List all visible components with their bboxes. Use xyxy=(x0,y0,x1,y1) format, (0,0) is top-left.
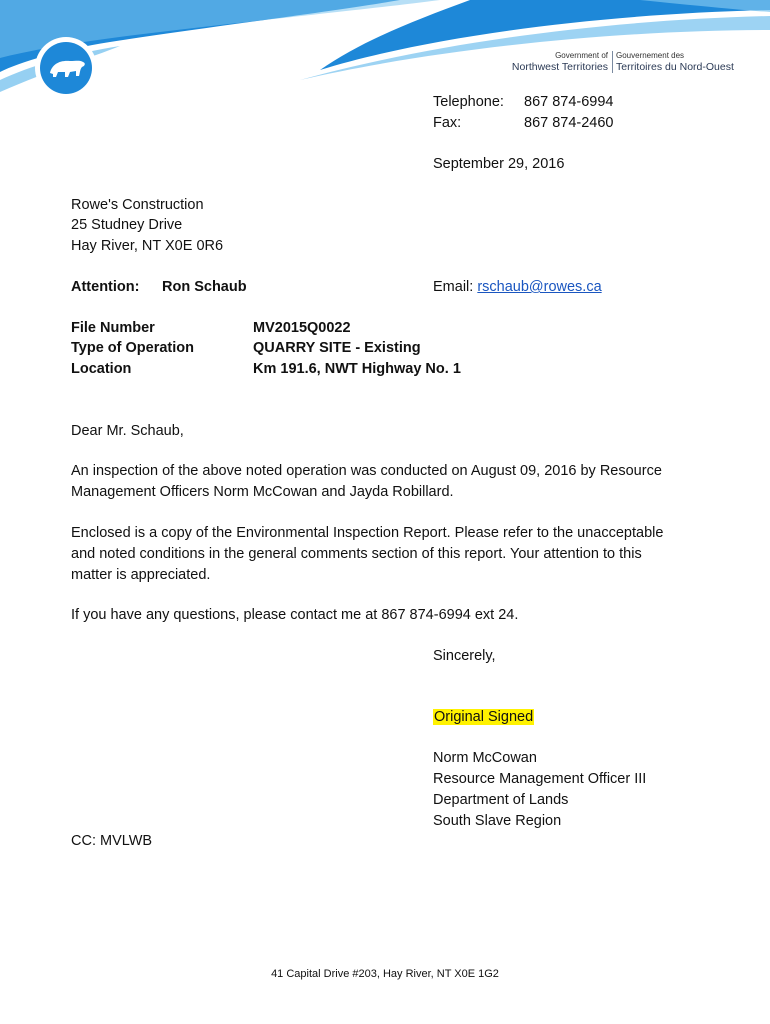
operation-type-value: QUARRY SITE - Existing xyxy=(253,340,421,356)
location-label: Location xyxy=(71,361,132,377)
government-name-english xyxy=(512,51,608,73)
gov-name-divider xyxy=(612,51,613,73)
signer-name: Norm McCowan xyxy=(433,750,537,766)
fax-value: 867 874-2460 xyxy=(524,115,614,131)
paragraph-report xyxy=(71,523,711,586)
paragraph-contact: If you have any questions, please contact me at 867 874-6994 ext 24. xyxy=(71,607,519,623)
gov-french-prefix: Gouvernement des xyxy=(616,51,685,60)
email-link[interactable]: rschaub@rowes.ca xyxy=(477,279,602,295)
footer-address: 41 Capital Drive #203, Hay River, NT X0E 1G2 xyxy=(271,968,499,980)
government-name-french xyxy=(616,51,734,73)
location-value: Km 191.6, NWT Highway No. 1 xyxy=(253,361,461,377)
paragraph-inspection xyxy=(71,461,711,503)
cc-line: CC: MVLWB xyxy=(71,833,153,849)
email-label: Email: xyxy=(433,279,478,295)
attention-label: Attention: xyxy=(71,279,140,295)
file-number-value: MV2015Q0022 xyxy=(253,320,351,336)
signer-department: Department of Lands xyxy=(433,792,569,808)
paragraph-line: Management Officers Norm McCowan and Jayda Robillard. xyxy=(71,484,454,500)
recipient-city: Hay River, NT X0E 0R6 xyxy=(71,238,224,254)
letter-date: September 29, 2016 xyxy=(433,156,565,172)
gov-french-name: Territoires du Nord-Ouest xyxy=(616,61,734,73)
operation-type-label: Type of Operation xyxy=(71,340,194,356)
file-number-label: File Number xyxy=(71,320,155,336)
paragraph-line: and noted conditions in the general comments section of this report. Your attention to this xyxy=(71,546,642,562)
signature-line xyxy=(433,707,534,727)
paragraph-line: matter is appreciated. xyxy=(71,567,211,583)
letterhead-banner xyxy=(0,0,770,100)
gov-english-prefix: Government of xyxy=(555,51,608,60)
recipient-street: 25 Studney Drive xyxy=(71,217,183,233)
attention-name: Ron Schaub xyxy=(162,279,247,295)
paragraph-line: An inspection of the above noted operation was conducted on August 09, 2016 by Resource xyxy=(71,463,662,479)
telephone-label: Telephone: xyxy=(433,94,504,110)
recipient-company: Rowe's Construction xyxy=(71,197,204,213)
fax-label: Fax: xyxy=(433,115,462,131)
original-signed-highlight: Original Signed xyxy=(434,709,534,725)
signer-region: South Slave Region xyxy=(433,813,562,829)
closing-sincerely: Sincerely, xyxy=(433,648,496,664)
paragraph-line: Enclosed is a copy of the Environmental Inspection Report. Please refer to the unacceptable xyxy=(71,525,664,541)
salutation: Dear Mr. Schaub, xyxy=(71,423,184,439)
email-line xyxy=(433,277,602,297)
telephone-value: 867 874-6994 xyxy=(524,94,614,110)
gov-english-name: Northwest Territories xyxy=(511,61,608,73)
signer-title: Resource Management Officer III xyxy=(433,771,647,787)
